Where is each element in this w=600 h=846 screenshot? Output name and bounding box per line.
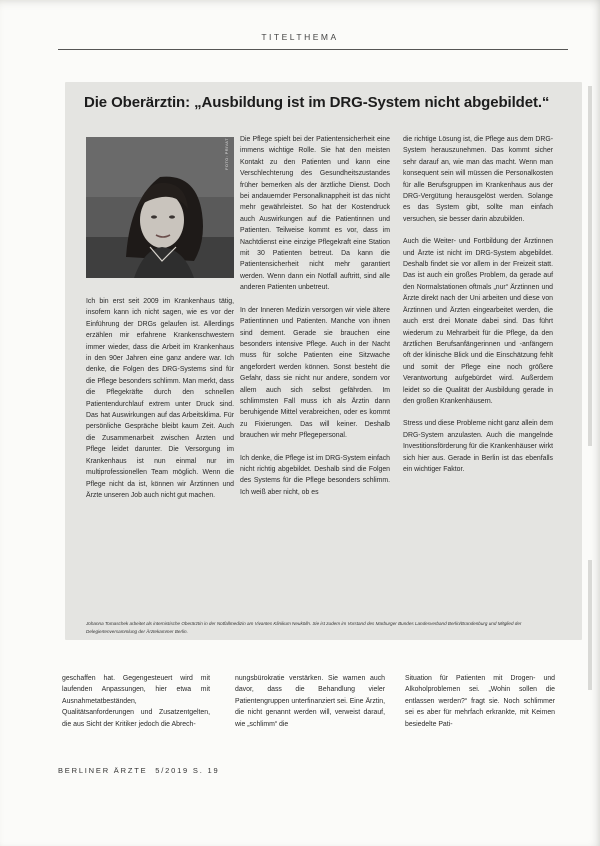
page-edge-shadow (588, 86, 592, 446)
photo-credit: FOTO: PRIVAT (224, 138, 229, 170)
paragraph: Die Pflege spielt bei der Patientensicherheit eine immens wichtige Rolle. Sie hat den meisten Kontakt zu den Patienten und kann eine Verschlechterung des Gesundheitszustandes früher bemerken als der ärztliche Dienst. Doch bei andauernder Personalknappheit ist das nicht mehr gewährleistet. So hat der Kostendruck auch Auswirkungen auf die Patientinnen und Patienten. Teilweise kommt es vor, dass im Nachtdienst eine einzige Pflegekraft eine Station mit 30 Patienten betreut. Da kann die Patientensicherheit nicht mehr garantiert werden. Wenn dann ein Notfall auftritt, sind alle anderen Patienten unbetreut. (240, 136, 390, 292)
paragraph: die richtige Lösung ist, die Pflege aus dem DRG-System herauszunehmen. Das kommt sicher sehr darauf an, wie man das macht. Wenn man konsequent sein will müssen die Personalkosten für alle Berufsgruppen im Krankenhaus aus der DRG-Vergütung herausgelöst werden. Solange es das System gibt, sollte man einfach versuchen, sie besser darin abzubilden. (403, 136, 553, 223)
author-caption: Johanna Tomaschek arbeitet als internistische Oberärztin in der Notfallmedizin am Vivantes Klinikum Neukölln. Sie ist zudem im Vorstand des Marburger Bundes Landesverband Berlin/Brandenburg und Mitglied der Delegiertenversammlung der Ärztekammer Berlin. (86, 621, 522, 634)
paragraph: In der Inneren Medizin versorgen wir viele ältere Patientinnen und Patienten. Manche von ihnen sind dement. Gerade sie brauchen eine besonders intensive Pflege. Auch in der Nacht muss für solche Patienten eine Sitzwache angefordert werden können. Sonst besteht die Gefahr, dass sie nicht nur andere, sondern vor allem auch sich selbst gefährden. Im schlimmsten Fall muss ich als Ärztin dann beruhigende Mittel verabreichen, oder es kommt zu Fixierungen. Das will keiner. Deshalb brauchen wir mehr Pflegepersonal. (240, 306, 390, 440)
top-rule (58, 49, 568, 50)
article-column-2: nungsbürokratie verstärken. Sie warnen auch davor, dass die Behandlung vieler Patientengruppen unterfinanziert sei. Eine Ärztin, die nicht genannt werden will, verweist darauf, wie „schlimm“ die (235, 675, 385, 728)
page-edge-shadow (588, 560, 592, 690)
article-column-3: Situation für Patienten mit Drogen- und Alkoholproblemen sei. „Wohin sollen die entlassen werden?“ fragt sie. Noch schlimmer sei es aber für mehrfach erkrankte, mit Keimen besiedelte Pati- (405, 675, 555, 728)
running-head: TITELTHEMA (261, 32, 339, 42)
magazine-name: BERLINER ÄRZTE (58, 766, 148, 775)
paragraph: Stress und diese Probleme nicht ganz allein dem DRG-System anzulasten. Auch die mangelnde Investitionsförderung für die Krankenhäuser wirkt sich hier aus. Gerade in Berlin ist das ebenfalls ein wichtiger Faktor. (403, 420, 553, 473)
paragraph: Auch die Weiter- und Fortbildung der Ärztinnen und Ärzte ist nicht im DRG-System abgebildet. Deshalb findet sie vor allem in der Freizeit statt. Das ist auch ein großes Problem, da gerade auf den Normalstationen oftmals „nur“ Ärztinnen und Ärzte direkt nach der Uni arbeiten und diese von Ärztinnen und Ärzten eingearbeitet werden, die auch erst drei Monate dabei sind. Das führt wiederum zu Mehrarbeit für die Pflege, da den ärztlichen Berufsanfängerinnen und -anfängern oft der klinische Blick und die Einschätzung fehlt und somit der Pflege eine noch größere Verantwortung aufgebürdet wird. Außerdem leidet so die Qualität der Ausbildung gerade in den großen Krankenhäusern. (403, 238, 553, 405)
paragraph: Ich bin erst seit 2009 im Krankenhaus tätig, insofern kann ich nicht sagen, wie es vor der Einführung der DRGs gelaufen ist. Allerdings erzählen mir erfahrene Krankenschwestern immer wieder, dass die Arbeit im Krankenhaus in den 90er Jahren eine ganz andere war. Ich denke, die Folgen des DRG-Systems sind für die Pflege besonders schlimm. Man merkt, dass die Pflegekräfte durch den schnellen Patientendurchlauf extrem unter Druck sind. Das hat Auswirkungen auf das Arbeitsklima. Für persönliche Gespräche bleibt kaum Zeit. Auch die Zusammenarbeit zwischen Ärzten und Pflege leidet darunter. Die Versorgung im Krankenhaus ist nun einmal nur im multiprofessionellen Team möglich. Wenn die Pflege nicht da ist, können wir Ärztinnen und Ärzte unseren Job auch nicht gut machen. (86, 298, 234, 499)
paragraph: Ich denke, die Pflege ist im DRG-System einfach nicht richtig abgebildet. Deshalb sind die Folgen des Systems für die Pflege besonders schlimm. Ich weiß aber nicht, ob es (240, 454, 390, 496)
portrait-image (86, 137, 234, 278)
issue-page-number: 5/2019 S. 19 (155, 766, 220, 775)
portrait-photo (86, 137, 234, 278)
headline: Die Oberärztin: „Ausbildung ist im DRG-System nicht abgebildet.“ (84, 94, 550, 111)
interview-column-3 (403, 134, 553, 486)
article-column-1: geschaffen hat. Gegengesteuert wird mit laufenden Anpassungen, hier etwa mit Ausnahmetatbeständen, Qualitätsanforderungen und Zusatzentgelten, die aus Sicht der Kritiker jedoch die Abrech- (62, 675, 210, 728)
interview-column-1 (86, 296, 234, 512)
page-footer (58, 766, 219, 775)
interview-column-2 (240, 134, 390, 509)
